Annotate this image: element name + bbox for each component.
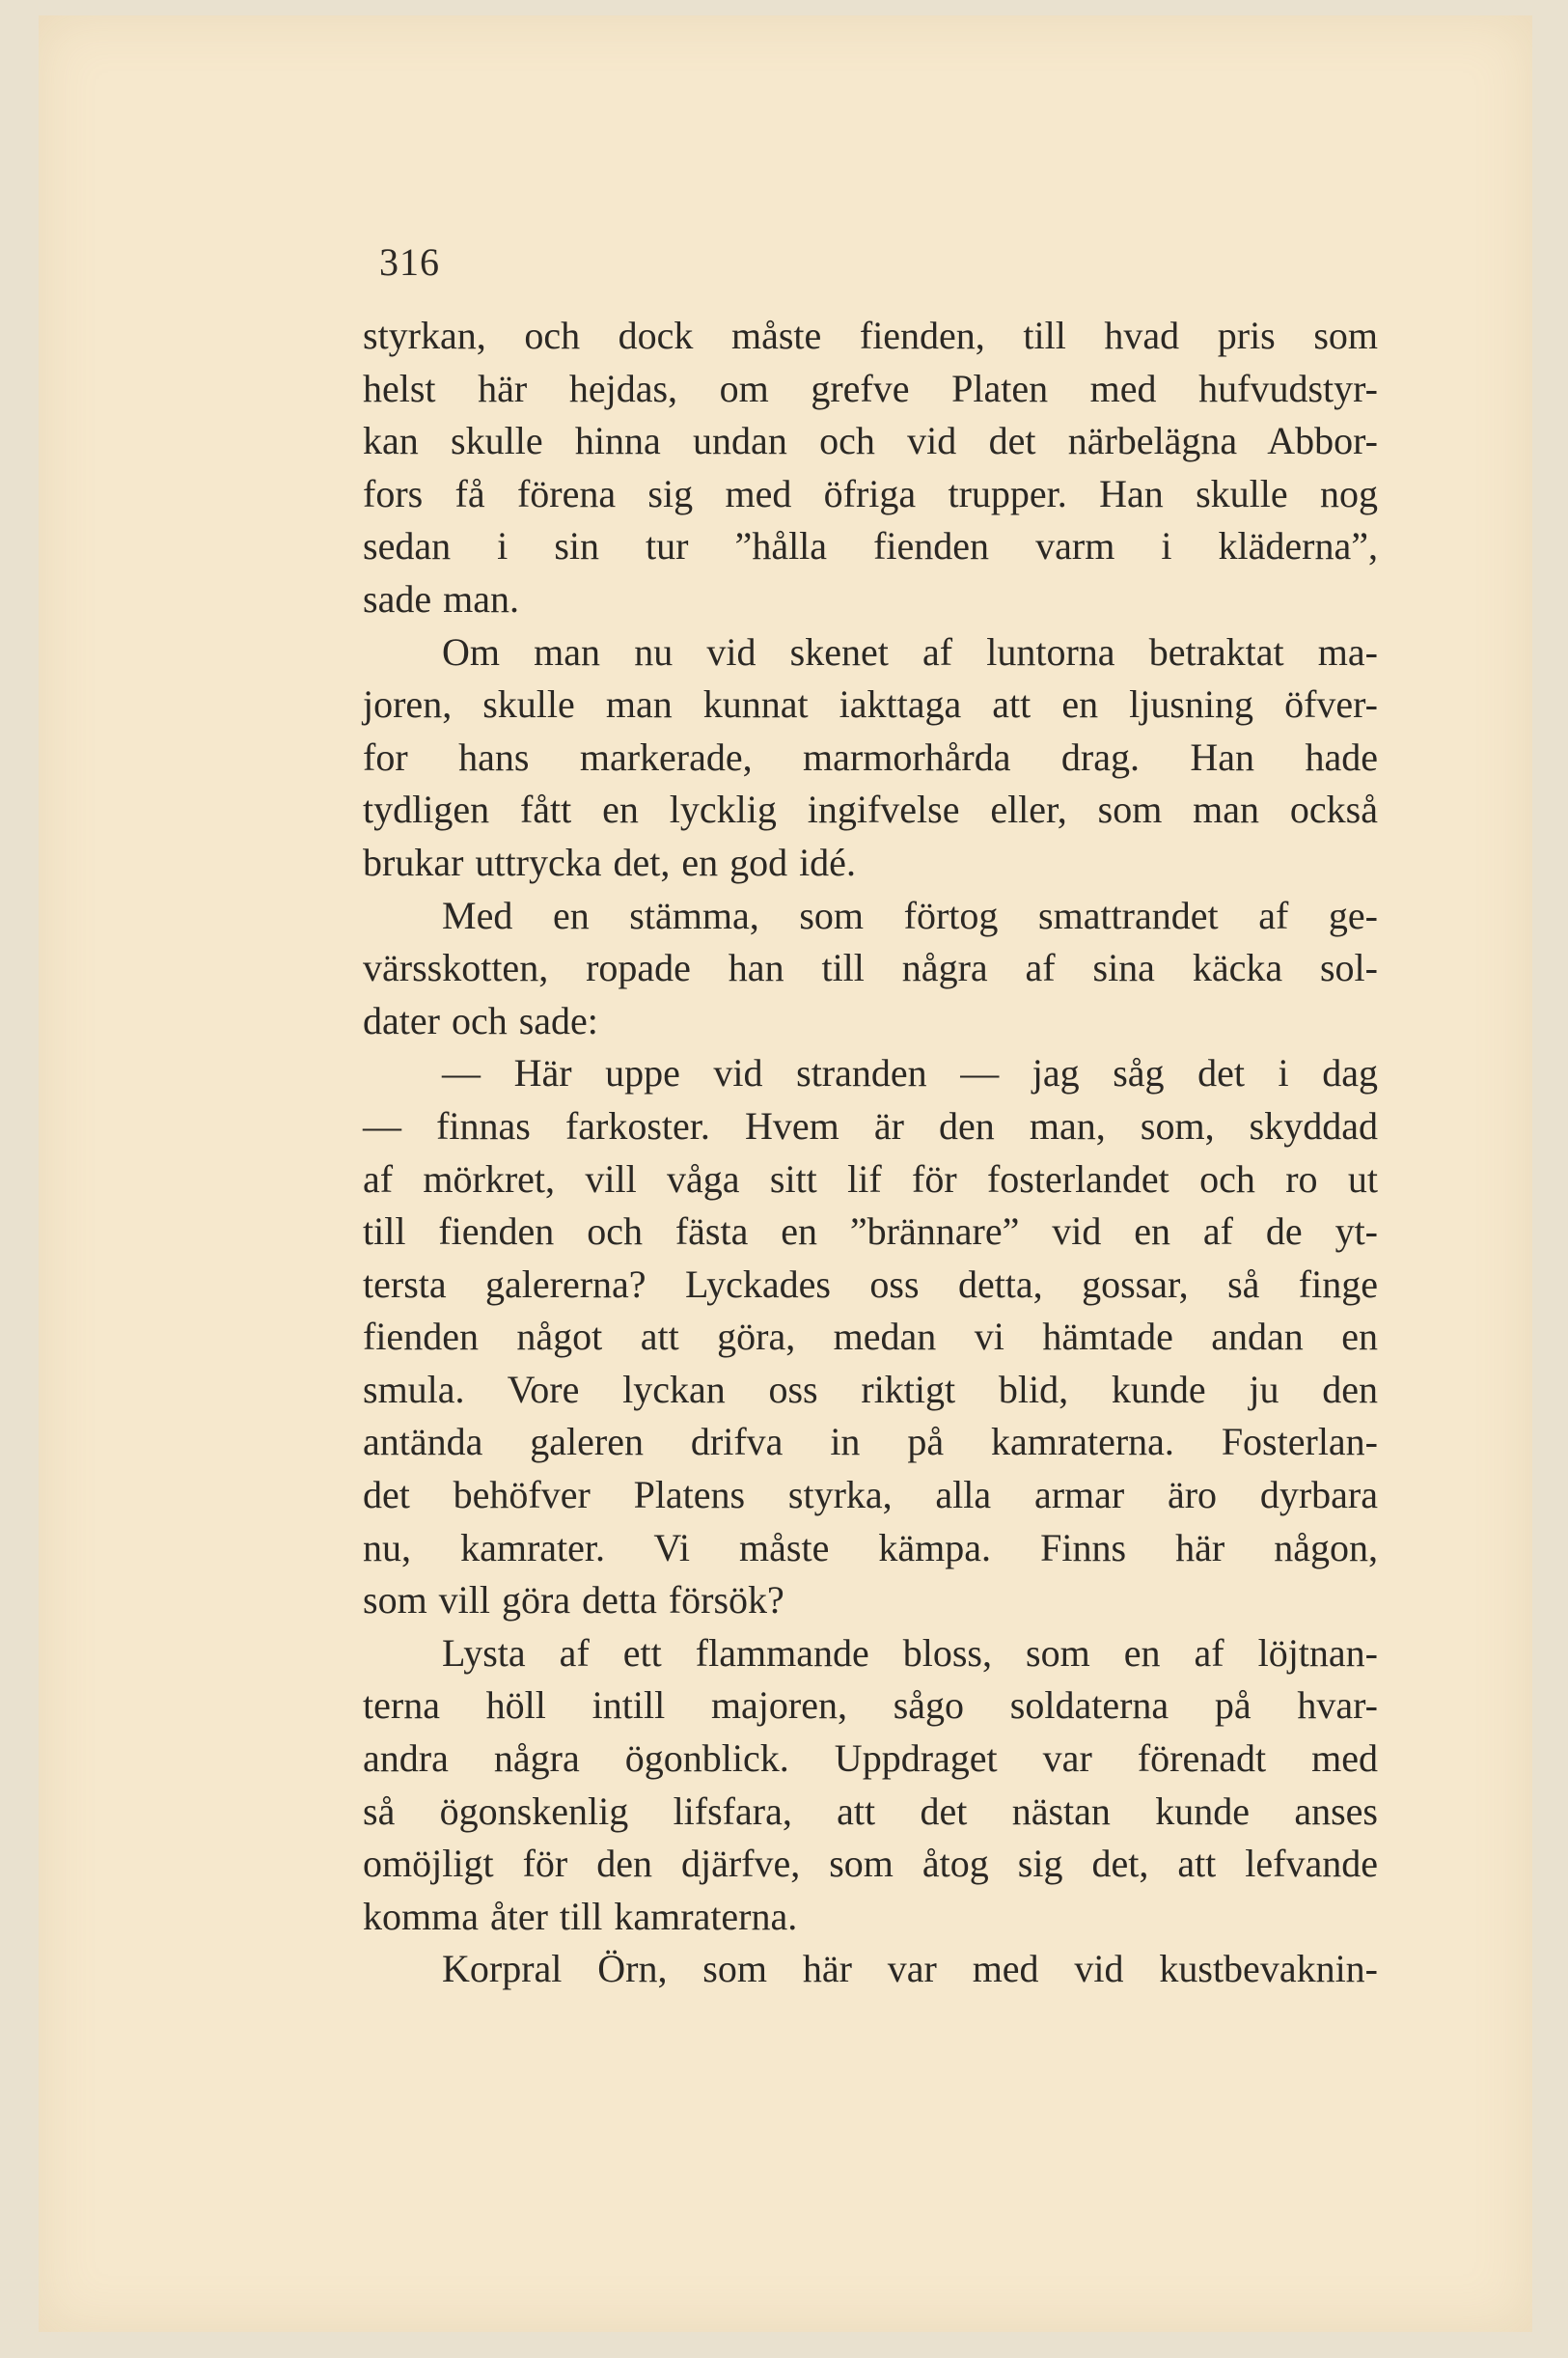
text-line: styrkan, och dock måste fienden, till hvad pris som (363, 314, 1378, 357)
text-line: tersta galererna? Lyckades oss detta, gossar, så finge (363, 1262, 1378, 1306)
text-line: brukar uttrycka det, en god idé. (363, 840, 856, 884)
text-line: värsskotten, ropade han till några af sina käcka sol- (363, 946, 1378, 990)
text-line: Med en stämma, som förtog smattrandet af ge- (442, 893, 1378, 937)
text-line: for hans markerade, marmorhårda drag. Han hade (363, 735, 1378, 779)
text-line: fienden något att göra, medan vi hämtade andan en (363, 1315, 1378, 1359)
text-line: af mörkret, vill våga sitt lif för fosterlandet och ro ut (363, 1156, 1378, 1201)
text-line: helst här hejdas, om grefve Platen med hufvudstyr- (363, 366, 1378, 410)
text-line: nu, kamrater. Vi måste kämpa. Finns här någon, (363, 1525, 1378, 1569)
text-line: Lysta af ett flammande bloss, som en af löjtnan- (442, 1630, 1378, 1675)
text-line: — Här uppe vid stranden — jag såg det i dag (442, 1051, 1378, 1096)
text-line: fors få förena sig med öfriga trupper. Han skulle nog (363, 471, 1378, 515)
text-line: — finnas farkoster. Hvem är den man, som, skyddad (363, 1103, 1378, 1148)
text-line: komma åter till kamraterna. (363, 1894, 798, 1938)
text-line: joren, skulle man kunnat iakttaga att en ljusning öfver- (363, 682, 1378, 727)
text-line: omöjligt för den djärfve, som åtog sig det, att lefvande (363, 1842, 1378, 1886)
text-line: Om man nu vid skenet af luntorna betraktat ma- (442, 629, 1378, 674)
text-line: kan skulle hinna undan och vid det närbelägna Abbor- (363, 419, 1378, 463)
text-line: dater och sade: (363, 998, 598, 1042)
text-line: det behöfver Platens styrka, alla armar äro dyrbara (363, 1473, 1378, 1517)
text-line: antända galeren drifva in på kamraterna. Fosterlan- (363, 1420, 1378, 1464)
text-line: till fienden och fästa en ”brännare” vid en af de yt- (363, 1209, 1378, 1254)
text-line: så ögonskenlig lifsfara, att det nästan kunde anses (363, 1789, 1378, 1833)
text-line: sade man. (363, 576, 519, 621)
text-line: andra några ögonblick. Uppdraget var förenadt med (363, 1736, 1378, 1781)
text-line: terna höll intill majoren, sågo soldaterna på hvar- (363, 1683, 1378, 1728)
text-line: sedan i sin tur ”hålla fienden varm i kläderna”, (363, 524, 1378, 569)
text-line: smula. Vore lyckan oss riktigt blid, kunde ju den (363, 1367, 1378, 1411)
book-page (39, 15, 1532, 2332)
text-line: Korpral Örn, som här var med vid kustbevaknin- (442, 1947, 1378, 1991)
text-line: som vill göra detta försök? (363, 1578, 784, 1623)
page-number: 316 (379, 240, 440, 284)
text-line: tydligen fått en lycklig ingifvelse eller, som man också (363, 788, 1378, 832)
body-text (363, 310, 1378, 1996)
